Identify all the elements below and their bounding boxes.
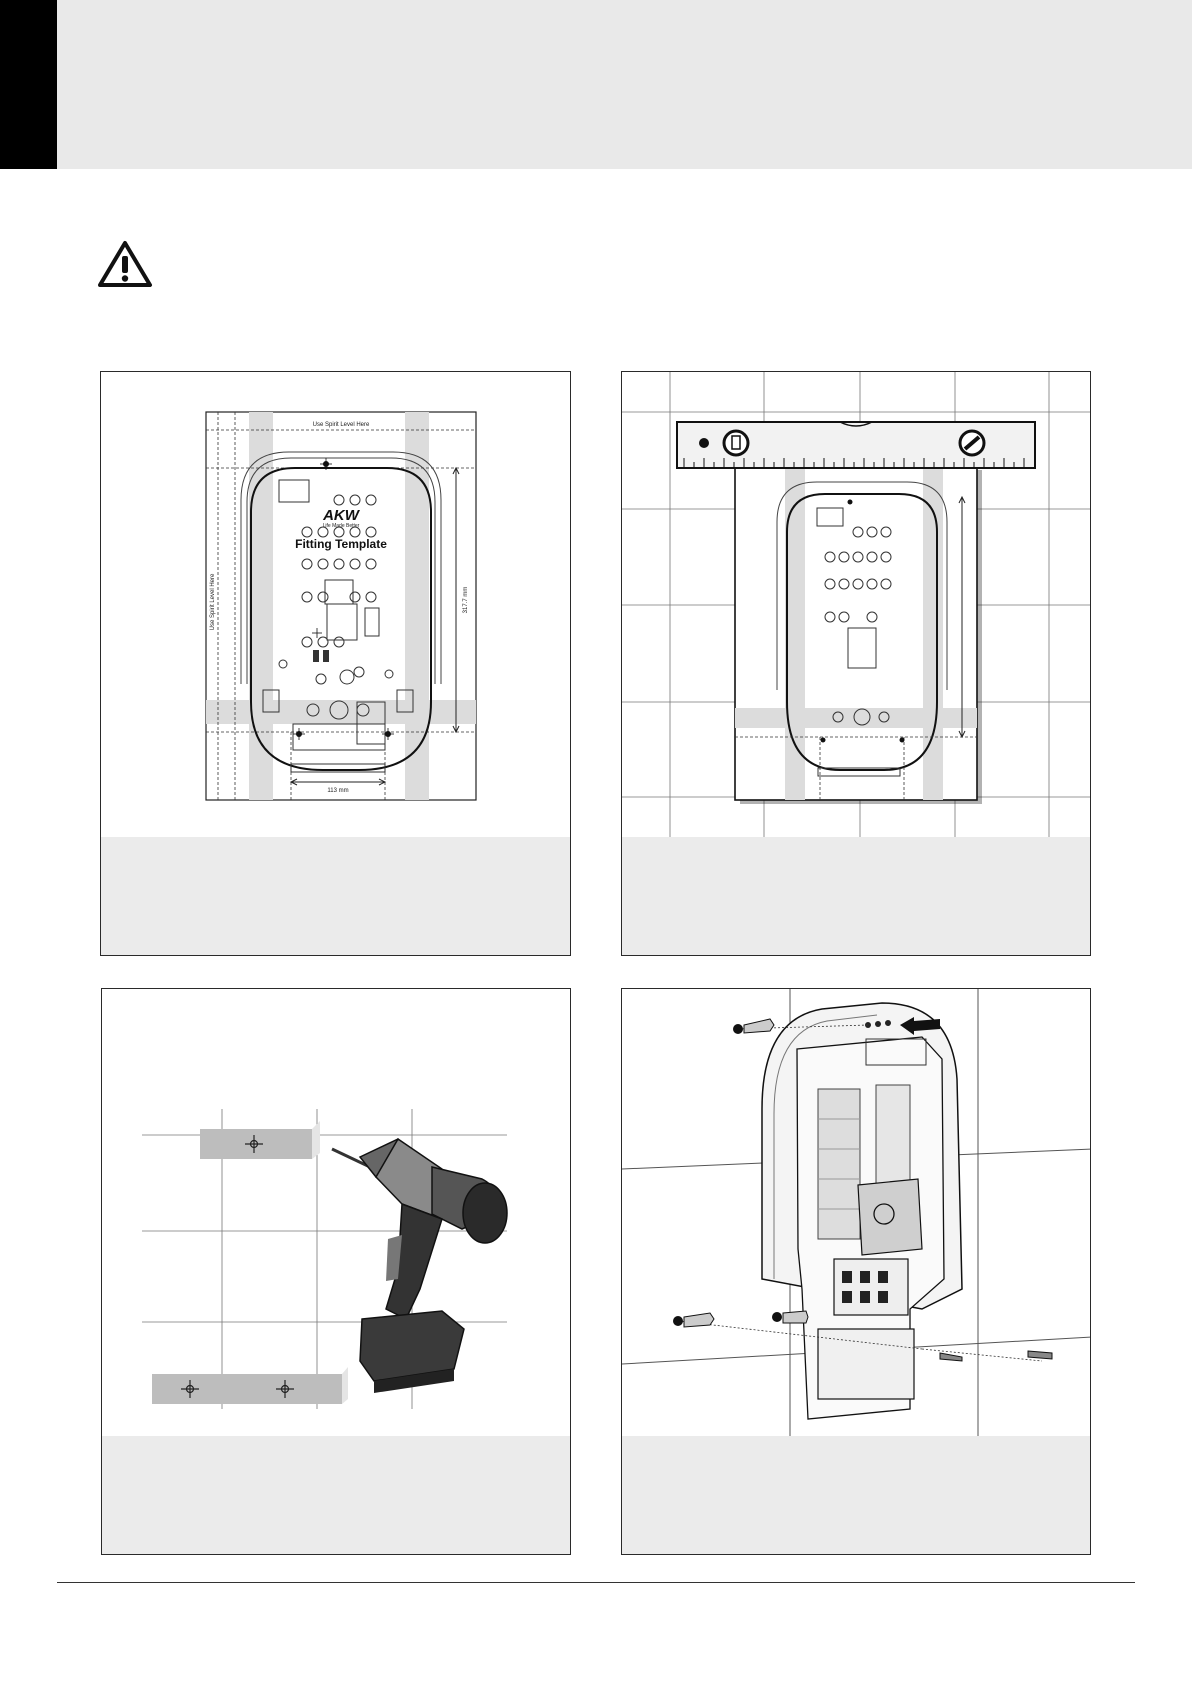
footer-rule <box>57 1582 1135 1583</box>
step-caption <box>622 1436 1090 1554</box>
spirit-level-top-label: Use Spirit Level Here <box>312 422 370 428</box>
step-panel-level <box>621 371 1091 956</box>
mount-illustration <box>622 989 1091 1438</box>
step-caption <box>622 837 1090 955</box>
width-dimension: 113 mm <box>327 788 349 794</box>
header-band <box>0 0 1192 169</box>
fitting-template-illustration <box>101 372 571 839</box>
level-illustration <box>622 372 1091 839</box>
height-dimension: 317.7 mm <box>463 586 469 614</box>
drill-illustration <box>102 989 571 1438</box>
template-title: Fitting Template <box>295 537 387 551</box>
warning-triangle-icon <box>97 240 153 288</box>
step-panel-mount <box>621 988 1091 1555</box>
step-caption <box>102 1436 570 1554</box>
header-tab <box>0 0 57 169</box>
brand-tagline: Life Made Better <box>322 523 360 529</box>
step-panel-template <box>100 371 571 956</box>
brand-logo: AKW <box>323 507 359 524</box>
spirit-level-side-label: Use Spirit Level Here <box>210 573 216 631</box>
step-caption <box>101 837 570 955</box>
step-panel-drill <box>101 988 571 1555</box>
